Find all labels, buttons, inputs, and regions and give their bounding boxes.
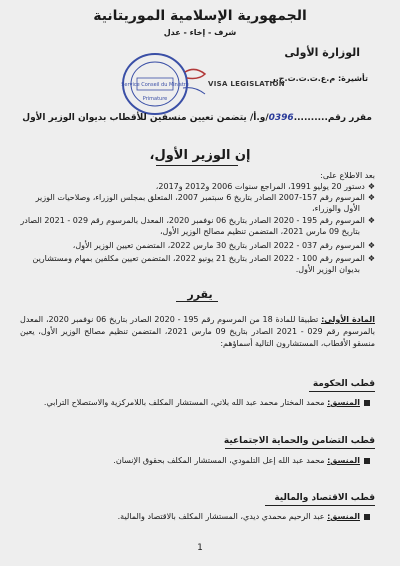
national-motto: شرف - إخاء - عدل — [163, 28, 237, 37]
page-title: إن الوزير الأول، — [149, 148, 251, 163]
square-bullet-icon — [364, 458, 370, 464]
preamble-item-cont: بتاريخ 09 مارس 2021، المتضمن تنظيم مصالح الوزير الأول، — [159, 227, 360, 236]
visa-label: VISA LEGISLATION — [208, 80, 285, 88]
decree-heading: يقرر — [187, 288, 213, 301]
square-bullet-icon — [364, 514, 370, 520]
bullet-icon: ❖ — [367, 193, 375, 202]
ref-suffix: /و.أ/ يتضمن تعيين منسقين للأقطاب بديوان الوزير الأول — [22, 113, 269, 123]
pole-title: قطب الحكومة — [312, 379, 375, 389]
pole-underline — [265, 505, 375, 506]
stamp-text-1: Service Conseil du Ministre — [121, 82, 189, 88]
pole-member: المنسق: محمد عبد الله إعل التلمودي، المستشار المكلف بحقوق الإنسان. — [25, 455, 370, 467]
preamble-item: ❖المرسوم رقم 157-2007 الصادر بتاريخ 6 سبتمبر 2007، المتعلق بمجلس الوزراء، وصلاحيات الوزير — [35, 193, 375, 202]
article-label: المادة الأولى: — [321, 315, 375, 324]
pole-title: قطب التضامن والحماية الاجتماعية — [223, 436, 375, 446]
bullet-icon: ❖ — [367, 241, 375, 250]
bullet-icon: ❖ — [367, 182, 375, 191]
pole-member: المنسق: محمد المختار محمد عبد الله بلاتي، المستشار المكلف باللامركزية والاستصلاح الترابي. — [25, 397, 370, 409]
preamble-item-cont: بديوان الوزير الأول. — [295, 265, 360, 274]
pole-member: المنسق: عبد الرحيم محمدي ديدي، المستشار المكلف بالاقتصاد والمالية. — [25, 511, 370, 523]
preamble-item: ❖المرسوم رقم 037 - 2022 الصادر بتاريخ 30 مارس 2022، المتضمن تعيين الوزير الأول، — [72, 241, 375, 250]
pole-title: قطب الاقتصاد والمالية — [274, 493, 375, 503]
article-text: تطبيقا للمادة 18 من المرسوم رقم 195 - 2020 الصادر بتاريخ 06 نوفمبر 2020، المعدل بالمرسوم رقم 029 - 2021 الصادر بتاريخ 09 مارس 2021، المتضمن تنظيم مصالح الوزير الأول، يعين منسقو الأقطاب، المستشارون التالية أسماؤهم: — [20, 315, 376, 348]
decision-reference: مقرر رقم..........0396/و.أ/ يتضمن تعيين منسقين للأقطاب بديوان الوزير الأول — [22, 113, 372, 123]
stamp-text-2: Primature — [142, 96, 168, 102]
pole-underline — [225, 448, 375, 449]
official-stamp-icon — [115, 48, 211, 120]
pole-underline — [309, 391, 375, 392]
preamble-item-cont: الأول والوزراء، — [312, 204, 360, 213]
bullet-icon: ❖ — [367, 216, 375, 225]
visa-line: تأشيرة: م.ع.ت.ت.ت.ج.ر — [271, 74, 368, 83]
article-one — [20, 314, 375, 350]
ref-prefix: مقرر رقم — [327, 113, 372, 123]
preamble-item: ❖المرسوم رقم 195 - 2020 الصادر بتاريخ 06 نوفمبر 2020، المعدل بالمرسوم رقم 029 - 2021 الصادر — [20, 216, 375, 225]
bullet-icon: ❖ — [367, 254, 375, 263]
ref-number: 0396 — [268, 113, 294, 123]
preamble-intro: بعد الاطلاع على: — [320, 171, 375, 180]
title-underline — [156, 165, 238, 166]
ministry-name: الوزارة الأولى — [284, 46, 360, 59]
square-bullet-icon — [364, 400, 370, 406]
page-number: 1 — [197, 543, 203, 553]
preamble-item: ❖المرسوم رقم 100 - 2022 الصادر بتاريخ 21 يونيو 2022، المتضمن تعيين مكلفين بمهام ومستشارين — [32, 254, 375, 263]
republic-heading: الجمهورية الإسلامية الموريتانية — [93, 8, 307, 24]
decree-underline — [176, 301, 218, 302]
preamble-item: ❖دستور 20 يوليو 1991، المراجع سنوات 2006 و2012 و2017، — [155, 182, 375, 191]
